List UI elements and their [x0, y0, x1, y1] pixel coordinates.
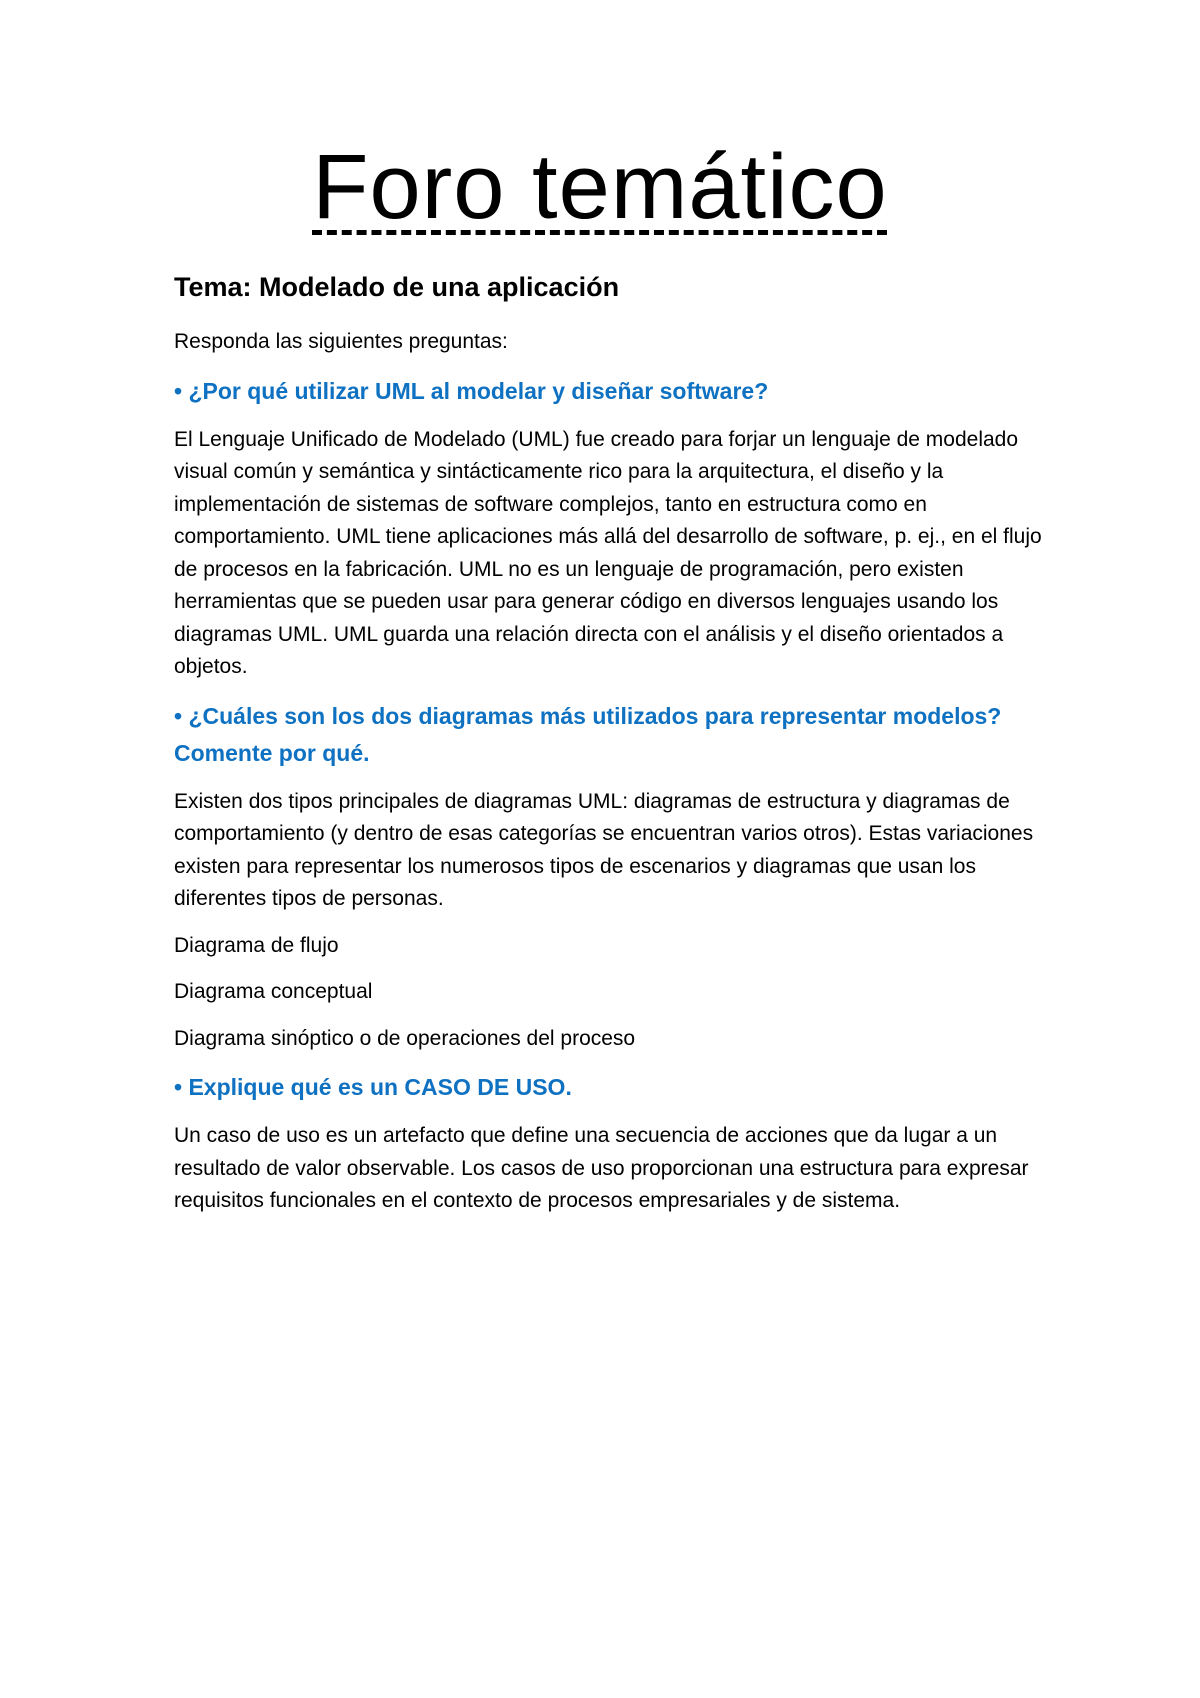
- answer-paragraph: Un caso de uso es un artefacto que define una secuencia de acciones que da lugar a un resultado de valor observable. Los casos de uso proporcionan una estructura para expresar requisitos funcionales en el contexto de procesos empresariales y de sistema.: [174, 1124, 1029, 1212]
- question-block-1: [174, 373, 1054, 684]
- topic-heading: Tema: Modelado de una aplicación: [174, 272, 620, 302]
- answer-list-item: Diagrama de flujo: [174, 933, 339, 957]
- question-block-2: [174, 698, 1054, 1056]
- document-body: [174, 270, 1054, 1232]
- question-block-3: [174, 1069, 1054, 1218]
- question-heading: • ¿Por qué utilizar UML al modelar y diseñar software?: [174, 377, 769, 404]
- page-title-text: Foro temático: [312, 136, 888, 238]
- answer-list-item: Diagrama conceptual: [174, 980, 373, 1003]
- page-title: [0, 132, 1200, 242]
- intro-text: Responda las siguientes preguntas:: [174, 330, 508, 353]
- answer-paragraph: El Lenguaje Unificado de Modelado (UML) fue creado para forjar un lenguaje de modelado visual común y semántica y sintácticamente rico para la arquitectura, el diseño y la implementación de sistemas de software complejos, tanto en estructura como en comportamiento. UML tiene aplicaciones más allá del desarrollo de software, p. ej., en el flujo de procesos en la fabricación. UML no es un lenguaje de programación, pero existen herramientas que se pueden usar para generar código en diversos lenguajes usando los diagramas UML. UML guarda una relación directa con el análisis y el diseño orientados a objetos.: [174, 427, 1042, 678]
- answer-paragraph: Existen dos tipos principales de diagramas UML: diagramas de estructura y diagramas de comportamiento (y dentro de esas categorías se encuentran varios otros). Estas variaciones existen para representar los numerosos tipos de escenarios y diagramas que usan los diferentes tipos de personas.: [174, 789, 1034, 910]
- question-heading: • ¿Cuáles son los dos diagramas más utilizados para representar modelos? Comente por qué.: [174, 702, 1002, 766]
- question-heading: • Explique qué es un CASO DE USO.: [174, 1074, 572, 1100]
- answer-list-item: Diagrama sinóptico o de operaciones del proceso: [174, 1026, 636, 1050]
